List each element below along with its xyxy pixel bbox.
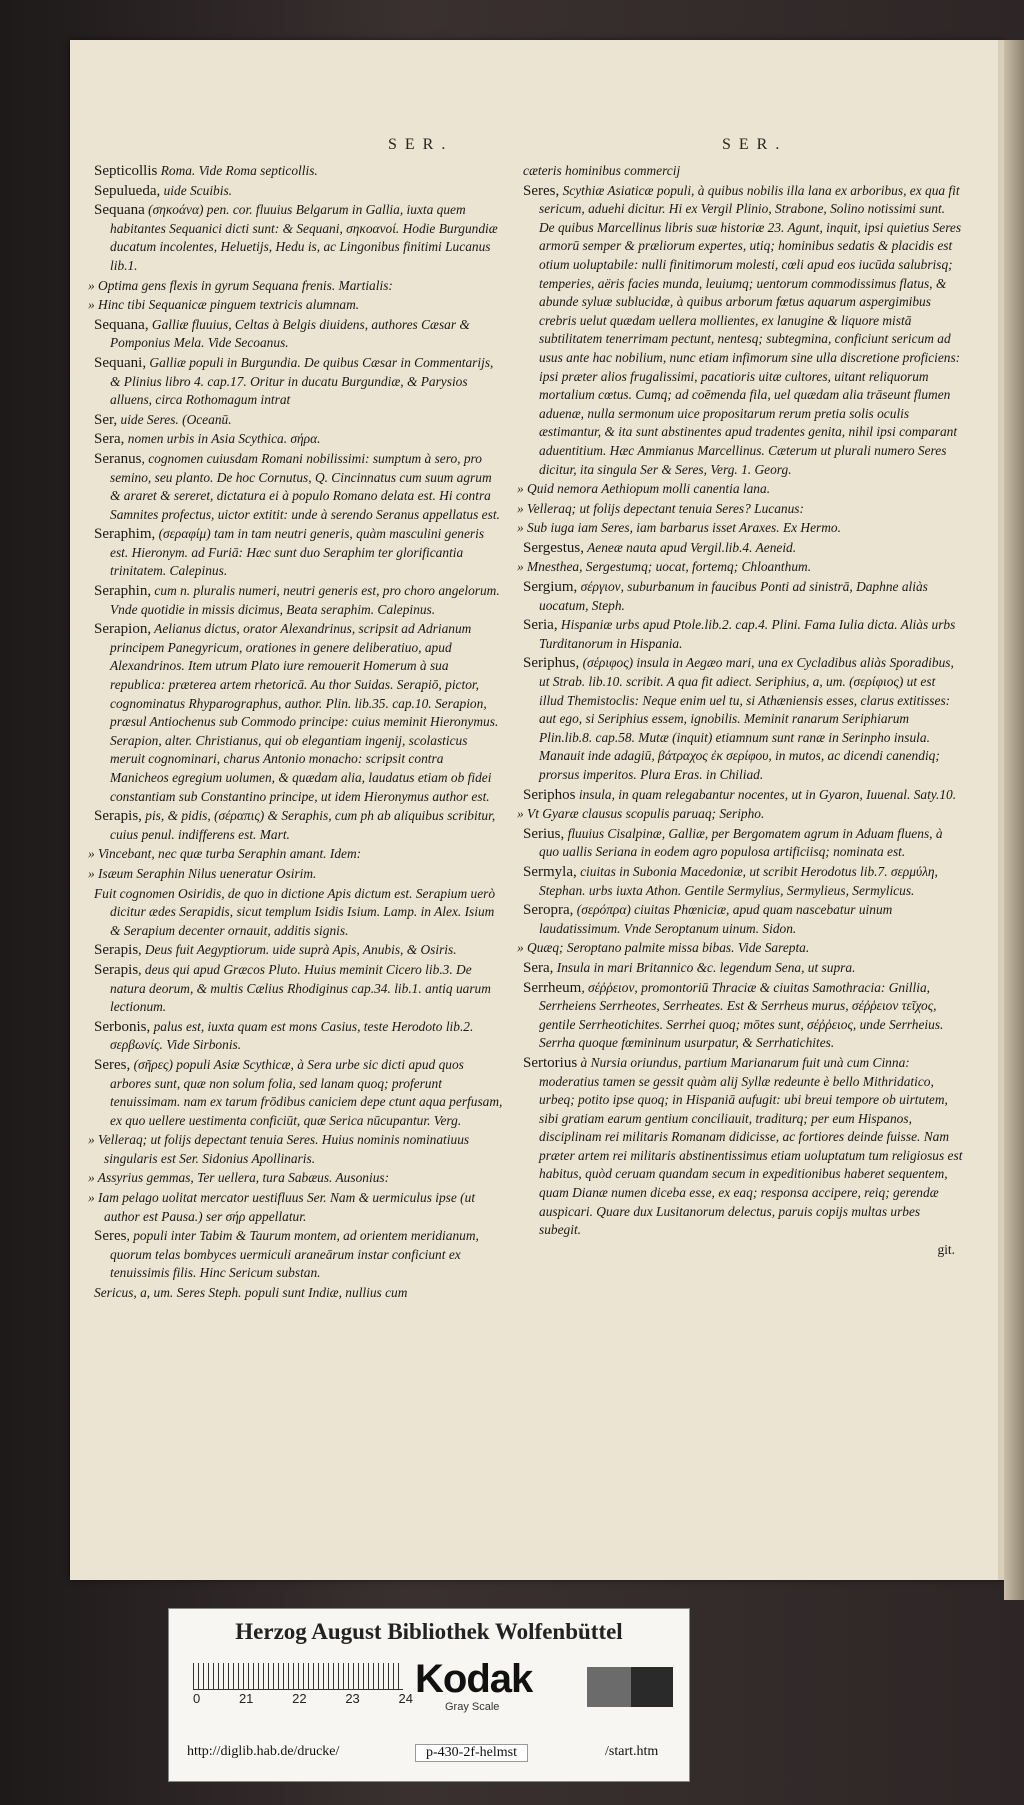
entry-text: Scythiæ Asiaticæ populi, à quibus nobilis illa lana ex arboribus, ex qua fit sericum, aduehi dicitur. Hi ex Vergil Plinio, Strabone, Solino notissimi sunt. De quibus Marcellinus libris suæ historiæ 23. Agunt, inquit, ipsi quietius Seres armorū semper & præliorum expertes, utiq; hominibus sedatis & placidis est otium uoluptabile: nulli finitimorum molesti, cœli apud eos iucūda salubrisq; temperies, aëris facies munda, leuiumq; uentorum commodissimus flatus, & abunde syluæ sublucidæ, à quibus arborum fœtus aquarum aspergimibus crebris uelut quædam uellera mollientes, ex lanugine & liquore mistā subtilitatem tenerrimam pectunt, nentesq; subtegmina, conficiunt sericum ad usus ante hac nobilium, nunc etiam infimorum sine ulla discretione proficiens: ipsi præter alios frugalissimi, pacatioris uitæ cultores, uitant reliquorum mortalium cœtus. Cumq; ad coēmenda fila, uel quædam alia trāseunt flumen aduenæ, nulla sermonum uice propositarum rerum pretia solis oculis æstimantur, & ita sunt abstinentes apud tradentes genita, nihil ipsi comparant aduentitium. Hæc Ammianus Marcellinus. Cæterum ut plurali numero Seres dicitur, ita singula Ser & Seres, Verg. 1. Georg. — [539, 182, 962, 477]
dictionary-entry — [94, 1284, 504, 1303]
entry-headword: Sequana — [94, 202, 145, 219]
entry-headword: Sertorius — [523, 1054, 578, 1071]
quotation-line — [88, 845, 504, 864]
entry-headword: Serbonis, — [94, 1018, 151, 1035]
kodak-logo: Kodak — [415, 1657, 533, 1701]
dictionary-entry — [523, 539, 963, 558]
entry-text: Sericus, a, um. Seres Steph. populi sunt Indiæ, nullius cum — [94, 1285, 408, 1301]
ruler-number: 24 — [398, 1691, 413, 1706]
library-card — [168, 1608, 690, 1782]
entry-headword: Serapis — [94, 961, 139, 978]
entry-text: cæteris hominibus commercij — [523, 163, 681, 178]
entry-text: Hispaniæ urbs apud Ptole.lib.2. cap.4. Plini. Fama Iulia dicta. Aliàs urbs Turditanorum in Hispania. — [539, 617, 956, 651]
dictionary-entry — [94, 582, 504, 619]
dictionary-entry — [94, 411, 504, 430]
ruler-numbers — [193, 1691, 413, 1706]
entry-text: , σέῤῥειον, promontoriū Thraciæ & ciuitas Samothracia: Gnillia, Serrheiens Serrheotes, Serrheates. Est & Serrheus murus, σέῤῥειον τεῖχος, gentile Serrheotichites. Serrhei quoq; mōtes sunt, σέῤῥειος, unde Serrheius. Serrha quoque fœmininum usurpatur, & Serrhatichites. — [539, 979, 944, 1051]
right-column — [517, 162, 963, 1259]
entry-text: ciuitas in Subonia Macedoniæ, ut scribit Herodotus lib.7. σερμύλη, Stephan. urbs iuxta Athon. Gentile Sermylius, Sermylieus, Sermylicus. — [539, 863, 938, 898]
entry-text: » Hinc tibi Sequanicæ pinguem textricis alumnam. — [88, 297, 360, 313]
entry-text: » Velleraq; ut folijs depectant tenuia Seres. Huius nominis nominatiuus singularis est Ser. Sidonius Apollinaris. — [88, 1132, 470, 1166]
dictionary-entry — [94, 201, 504, 275]
page-edge — [1004, 40, 1024, 1600]
entry-headword: Serapis, — [94, 808, 142, 825]
dictionary-entry — [94, 885, 504, 941]
dictionary-entry — [94, 354, 504, 410]
dictionary-entry — [94, 1018, 504, 1055]
entry-text: » Vt Gyaræ clausus scopulis paruaq; Seripho. — [517, 806, 765, 822]
entry-headword: Seranus — [94, 450, 142, 467]
catchword: git. — [937, 1241, 955, 1257]
entry-text: » Mnesthea, Sergestumq; uocat, fortemq; Chloanthum. — [517, 559, 812, 575]
entry-headword: Seropra, — [523, 902, 574, 919]
ruler-number: 21 — [238, 1691, 254, 1706]
dictionary-entry — [523, 825, 963, 862]
scale-ruler — [193, 1663, 403, 1690]
dictionary-entry — [94, 182, 504, 201]
entry-text: , cognomen cuiusdam Romani nobilissimi: sumptum à sero, pro semino, seu planto. De hoc Cornutus, Q. Cincinnatus cum suum agrum & araret & sereret, dictatura ei à populo Romano delata est. Hi contra Samnites profectus, uictor extitit: unde à serendo Seranus appellatus est. — [110, 450, 500, 522]
quotation-line — [517, 500, 963, 519]
dictionary-entry — [523, 959, 963, 978]
entry-text: Aelianus dictus, orator Alexandrinus, scripsit ad Adrianum principem Panegyricum, orationes in genere deliberatiuo, apud Alexandrinos. Item utrum Plato iure remouerit Homerum à sua republica: præterea artem rhetoricā. Au thor Suidas. Serapiō, pictor, cognominatus Rhyparographus, author. Plin. lib.35. cap.10. Serapion, præsul Antiochenus sub Commodo principe: cuius meminit Hieronymus. Serapion, alter. Christianus, qui ob elegantiam ingenij, scolasticus meruit cognominari, charus Antonio monacho: scripsit contra Manicheos egregium uolumen, & quædam alia, laudatus etiam ob fidei constantiam sub Constantino principe, ut idem Hieronymus author est. — [110, 621, 499, 804]
dictionary-entry — [94, 941, 504, 960]
quotation-line — [517, 558, 963, 577]
page-header-right: SER. — [722, 136, 788, 153]
entry-headword: Sera, — [523, 959, 554, 976]
entry-text: insula, in quam relegabantur nocentes, ut in Gyaron, Iuuenal. Saty.10. — [575, 786, 957, 802]
entry-text: » Sub iuga iam Seres, iam barbarus isset Araxes. Ex Hermo. — [517, 520, 841, 536]
dictionary-entry — [523, 863, 963, 900]
dictionary-entry — [523, 979, 963, 1053]
dictionary-entry — [94, 1227, 504, 1283]
ruler-number: 0 — [193, 1691, 201, 1706]
entry-headword: Seres, — [94, 1056, 131, 1073]
dictionary-entry — [94, 162, 504, 181]
entry-text: σέργιον, suburbanum in faucibus Ponti ad sinistrā, Daphne aliàs uocatum, Steph. — [539, 579, 928, 613]
entry-text: Aeneæ nauta apud Vergil.lib.4. Aeneid. — [583, 539, 797, 555]
entry-text: Galliæ populi in Burgundia. De quibus Cæsar in Commentarijs, & Plinius libro 4. cap.17. Oritur in ducatu Burgundiæ, & Parysios alluens, circa Rothomagum intrat — [110, 354, 494, 408]
entry-headword: Sequana, — [94, 316, 149, 333]
entry-text: fluuius Cisalpinæ, Galliæ, per Bergomatem agrum in Aduam fluens, à quo uallis Seriana in eodem agro populosa artificiisq; nominata est. — [539, 825, 943, 860]
quotation-line — [517, 805, 963, 824]
entry-headword: Seraphim, — [94, 526, 156, 543]
dictionary-entry — [523, 1054, 963, 1240]
quotation-line — [517, 519, 963, 538]
entry-text: uide Scuibis. — [160, 182, 233, 198]
dictionary-entry — [94, 620, 504, 806]
gray-swatch-dark — [631, 1667, 673, 1707]
entry-text: nomen urbis in Asia Scythica. σήρα. — [124, 431, 321, 447]
entry-text: » Vincebant, nec quæ turba Seraphin amant. Idem: — [88, 846, 362, 862]
dictionary-entry — [94, 961, 504, 1017]
entry-text: pis, & pidis, (σέραπις) & Seraphis, cum ph ab aliquibus scribitur, cuius penul. indifferens est. Mart. — [110, 808, 496, 842]
entry-text: » Quæq; Seroptano palmite missa bibas. Vide Sarepta. — [517, 940, 810, 956]
quotation-line — [88, 1169, 504, 1188]
quotation-line — [517, 939, 963, 958]
dictionary-entry — [94, 450, 504, 524]
entry-headword: Serius, — [523, 825, 565, 842]
url-start[interactable]: /start.htm — [605, 1744, 659, 1759]
entry-text: (σέριφος) insula in Aegæo mari, una ex Cycladibus aliàs Sporadibus, ut Strab. lib.10. scribit. A qua fit adiect. Seriphius, a, um. (σερίφιος) ut est illud Themistoclis: Neque enim uel tu, si Athæniensis esses, clarus extitisses: aut ego, si Seriphius essem, ignobilis. Meminit ranarum Seriphiarum Plin.lib.8. cap.58. Mutæ (inquit) etiamnum sunt ranæ in Serinpho insula. Manauit inde adagiū, βάτραχος ἐκ σερίφου, in mutos, ac dicendi canendiq; prorsus imperitos. Plura Eras. in Chiliad. — [539, 655, 954, 782]
ruler-number: 22 — [292, 1691, 307, 1706]
dictionary-entry — [523, 786, 963, 805]
quotation-line — [88, 1131, 504, 1168]
quotation-line — [88, 277, 504, 296]
dictionary-entry — [94, 316, 504, 353]
quotation-line — [88, 296, 504, 315]
entry-text: Roma. Vide Roma septicollis. — [157, 163, 318, 178]
quotation-line — [88, 865, 504, 884]
entry-text: » Iam pelago uolitat mercator uestifluus Ser. Nam & uermiculus ipse (ut author est Pausa.) ser σήρ appellatur. — [88, 1190, 476, 1224]
entry-headword: Seraphin, — [94, 583, 152, 600]
url-id[interactable]: p-430-2f-helmst — [415, 1744, 528, 1762]
entry-text: Galliæ fluuius, Celtas à Belgis diuidens, authores Cæsar & Pomponius Mela. Vide Secoanus. — [110, 316, 470, 351]
dictionary-entry — [94, 430, 504, 449]
entry-text: » Velleraq; ut folijs depectant tenuia Seres? Lucanus: — [517, 500, 804, 516]
gray-scale-label: Gray Scale — [445, 1701, 500, 1713]
ruler-number: 23 — [345, 1691, 360, 1706]
entry-headword: Seres — [94, 1228, 127, 1245]
entry-text: , Deus fuit Aegyptiorum. uide suprà Apis, Anubis, & Osiris. — [138, 942, 457, 958]
left-column — [88, 162, 504, 1304]
entry-headword: Serapion, — [94, 621, 152, 638]
dictionary-entry — [523, 901, 963, 938]
quotation-line — [88, 1189, 504, 1226]
entry-text: (σηκοάνα) pen. cor. fluuius Belgarum in Gallia, iuxta quem habitantes Sequanici dicti sunt: & Sequani, σηκοανοί. Hodie Burgundiæ ducatum incolentes, Heluetijs, Hedu is, ac Lingonibus finitimi Lucanus lib.1. — [110, 202, 498, 273]
entry-headword: Serapis — [94, 942, 139, 959]
entry-text: , deus qui apud Græcos Pluto. Huius meminit Cicero lib.3. De natura deorum, & multis Cælius Rhodiginus cap.34. lib.1. antiq uarum lectionum. — [110, 961, 491, 1015]
entry-headword: Ser, — [94, 411, 118, 428]
dictionary-entry — [523, 162, 963, 181]
entry-headword: Serrheum — [523, 979, 582, 996]
entry-text: uide Seres. (Oceanū. — [117, 411, 232, 427]
entry-text: palus est, iuxta quam est mons Casius, teste Herodoto lib.2. σερβωνίς. Vide Sirbonis. — [110, 1018, 474, 1053]
entry-text: à Nursia oriundus, partium Marianarum fuit unà cum Cinna: moderatius tamen se gessit quàm alij Syllæ redeunte è bello Mithridatico, urbeq; potito ipse quoq; in Hispaniā aufugit: ubi breui tempore ob uirtutem, sibi gratiam earum gentium conciliauit, traditurq; per eum Hispanos, disciplinam rei militaris Romanam didicisse, ac fortiores deinde fuisse. Nam præter artem rei militaris abstinentissimus etiam uoluptatum tum religiosus est habitus, quòd ceruam quandam secum in expeditionibus haberet sequentem, quam Dianæ numen diceba esse, ex eaq; responsa accipere, reiq; gerendæ auspicari. Quare dux Lusitanorum delectus, paruis copijs multas urbes subegit. — [539, 1054, 963, 1238]
entry-text: , populi inter Tabim & Taurum montem, ad orientem meridianum, quorum telas bombyces uermiculi araneārum instar conficiunt ex tenuissimis filis. Hinc Sericum substan. — [110, 1228, 479, 1281]
library-title: Herzog August Bibliothek Wolfenbüttel — [235, 1619, 623, 1644]
entry-headword: Sequani, — [94, 354, 147, 371]
entry-headword: Seriphus, — [523, 655, 580, 672]
entry-headword: Sergium, — [523, 579, 578, 596]
entry-text: » Isæum Seraphin Nilus ueneratur Osirim. — [88, 865, 317, 881]
entry-text: (σῆρες) populi Asiæ Scythicæ, à Sera urbe sic dicti apud quos arbores sunt, quæ non solum folia, sed lanam quoq; proferunt tenuissimam. nam ex tarum frōdibus caniciem depe ctunt aqua perfusam, ex quo uellere uestimenta conficiūt, quæ Serica nūcupantur. Verg. — [110, 1056, 503, 1128]
entry-headword: Seres, — [523, 182, 560, 199]
dictionary-entry — [523, 654, 963, 784]
entry-text: Fuit cognomen Osiridis, de quo in dictione Apis dictum est. Serapium uerò dicitur ædes Serapidis, sicut templum Isidis Isium. Lamp. in Alex. Isium & Serapium decenter ornauit, additis signis. — [94, 885, 496, 938]
entry-headword: Sergestus, — [523, 539, 584, 556]
url-base[interactable]: http://diglib.hab.de/drucke/ — [187, 1744, 340, 1759]
dictionary-entry — [523, 578, 963, 615]
dictionary-entry — [523, 182, 963, 480]
entry-text: (σερόπρα) ciuitas Phœniciæ, apud quam nascebatur uinum laudatissimum. Vnde Seroptanum uinum. Sidon. — [539, 902, 893, 936]
entry-headword: Sepulueda, — [94, 182, 161, 199]
page-header-left: SER. — [388, 136, 454, 153]
entry-headword: Sera, — [94, 431, 125, 448]
entry-headword: Sermyla, — [523, 863, 577, 880]
entry-text: » Quid nemora Aethiopum molli canentia lana. — [517, 481, 771, 497]
quotation-line — [517, 480, 963, 499]
entry-headword: Septicollis — [94, 163, 158, 179]
dictionary-entry — [94, 807, 504, 844]
entry-headword: Seria, — [523, 617, 558, 634]
dictionary-entry — [94, 525, 504, 581]
entry-text: » Optima gens flexis in gyrum Sequana frenis. Martialis: — [88, 277, 393, 293]
gray-swatch-medium — [587, 1667, 631, 1707]
entry-headword: Seriphos — [523, 786, 576, 803]
entry-text: (σεραφίμ) tam in tam neutri generis, quàm masculini generis est. Hieronym. ad Furiā: Hæc sunt duo Seraphim ter glorificantia trinitatem. Calepinus. — [110, 526, 485, 579]
entry-text: cum n. pluralis numeri, neutri generis est, pro choro angelorum. Vnde quotidie in missis dicimus, Beata seraphim. Calepinus. — [110, 583, 500, 617]
dictionary-entry — [94, 1056, 504, 1130]
dictionary-entry — [523, 616, 963, 653]
entry-text: » Assyrius gemmas, Ter uellera, tura Sabæus. Ausonius: — [88, 1170, 390, 1186]
entry-text: Insula in mari Britannico &c. legendum Sena, ut supra. — [553, 959, 856, 975]
